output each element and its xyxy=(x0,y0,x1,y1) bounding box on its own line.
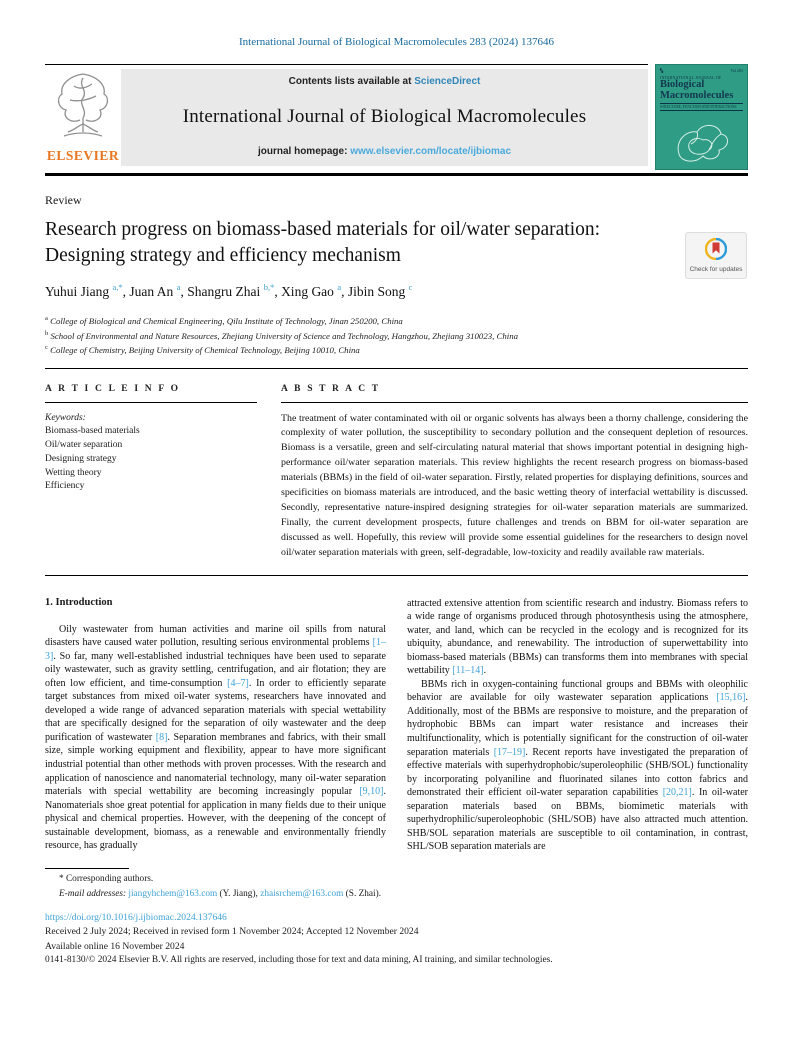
article-info-abstract-block xyxy=(45,384,748,561)
cover-title-line2: Macromolecules xyxy=(660,89,734,101)
journal-cover-thumbnail[interactable] xyxy=(655,64,748,170)
cover-subtitle: STRUCTURE, FUNCTION AND INTERACTIONS xyxy=(660,103,743,111)
author-affiliation-sup: b,* xyxy=(263,282,275,292)
keywords-block xyxy=(45,412,257,495)
header-thick-rule xyxy=(45,173,748,176)
journal-homepage-line: journal homepage: www.elsevier.com/locate/ijbiomac xyxy=(257,146,512,157)
citation-link[interactable]: [15,16] xyxy=(716,692,746,704)
citation-link[interactable]: [1–3] xyxy=(45,637,386,662)
author-affiliation-sup: c xyxy=(408,282,413,292)
sciencedirect-link[interactable]: ScienceDirect xyxy=(414,76,481,87)
email-link-zhai[interactable]: zhaisrchem@163.com xyxy=(260,888,344,899)
header-thin-rule xyxy=(45,64,648,65)
keywords-label: Keywords: xyxy=(45,412,86,423)
banner-left xyxy=(45,64,648,166)
affiliation: $^c$ College of Chemistry, Beijing University of Chemical Technology, Beijing 10010, China xyxy=(45,344,360,355)
citation-link[interactable]: [17–19] xyxy=(493,746,526,758)
citation-link[interactable]: [9,10] xyxy=(359,786,384,798)
journal-name: International Journal of Biological Macromolecules xyxy=(182,105,587,127)
keyword: Designing strategy xyxy=(45,453,117,464)
citation-link[interactable]: [8] xyxy=(155,731,168,743)
abstract-header: A B S T R A C T xyxy=(281,383,381,394)
corresponding-authors-note: * Corresponding authors. xyxy=(59,873,154,884)
author-list xyxy=(45,282,748,300)
email-addresses-line: E-mail addresses: jiangyhchem@163.com (Y. Jiang), zhaisrchem@163.com (S. Zhai). xyxy=(59,888,382,899)
author: Juan An $^a$, xyxy=(129,282,188,299)
banner-gray-box xyxy=(121,69,648,166)
article-footer xyxy=(45,911,748,967)
footnote-rule xyxy=(45,868,129,869)
available-online-line: Available online 16 November 2024 xyxy=(45,940,185,952)
check-for-updates-label: Check for updates xyxy=(689,266,743,273)
citation-link[interactable]: [4–7] xyxy=(227,677,249,689)
article-title: Research progress on biomass-based materials for oil/water separation: Designing strategy and efficiency mechanism xyxy=(45,219,601,266)
elsevier-tree-icon xyxy=(52,70,114,147)
copyright-line: 0141-8130/© 2024 Elsevier B.V. All rights are reserved, including those for text and data mining, AI training, and similar technologies. xyxy=(45,954,553,965)
cover-mini-logo-icon: ▚ xyxy=(660,68,664,73)
affiliation-divider-rule xyxy=(45,368,748,369)
keywords-list xyxy=(45,425,257,494)
article-info-header: A R T I C L E I N F O xyxy=(45,383,181,394)
abstract-bottom-rule xyxy=(45,575,748,576)
keyword: Oil/water separation xyxy=(45,440,123,451)
intro-paragraph-2: BBMs rich in oxygen-containing functional groups and BBMs with oleophilic behavior are available for oily wastewater separation applications [15,16]. Additionally, most of the BBMs are responsive to moisture, and the preparation of hydrophobic BBMs can impart water resistance and increases their multifunctionality, which is potentially significant for the construction of oil-water separation materials [17–19]. Recent reports have investigated the preparation of effective materials with superhydrophobic/superoleophilic (SHB/SOL) functionality by incorporating polyaniline and fluorinated silanes into cotton fabrics and demonstrated their efficient oil-water separation capabilities [20,21]. In oil-water separation materials based on BBMs, biomimetic materials with superhydrophilic/superoleophobic (SHL/SOB) have also attracted much attention. SHB/SOL separation materials are susceptible to oil contamination, in contrast, SHL/SOB separation materials are xyxy=(407,678,749,853)
intro-paragraph-continued: attracted extensive attention from scientific research and industry. Biomass refers to a wide range of organisms produced through photosynthesis using the atmosphere, water, and land, which can be recycled in the ecology and is recognized for its ubiquity, abundance, and renewability. The introduction of superwettability into biomass-based materials (BBMs) can transforms them into membranes with special wettability [11–14]. xyxy=(407,597,748,677)
keyword: Wetting theory xyxy=(45,467,102,478)
author: Jibin Song $^c$ xyxy=(347,282,413,299)
article-info-column xyxy=(45,384,257,561)
article-body xyxy=(45,597,748,854)
check-for-updates-badge[interactable] xyxy=(685,232,747,279)
cover-journal-small: INTERNATIONAL JOURNAL OF xyxy=(660,76,722,80)
abstract-column xyxy=(281,384,748,561)
elsevier-logo-text: ELSEVIER xyxy=(46,148,120,163)
footnote-block xyxy=(45,868,748,899)
article-type-label: Review xyxy=(45,193,82,207)
affiliation-list xyxy=(45,313,748,357)
intro-paragraph: Oily wastewater from human activities and marine oil spills from natural disasters have caused water pollution, resulting serious environmental problems [1–3]. So far, many well-established industrial techniques have been used to separate oily wastewater, such as gravity settling, centrifugation, and air flotation; they are often low efficient, and time-consumption [4–7]. In order to efficiently separate target substances from mixed oil-water systems, researchers have innovated and developed a wide range of advanced separation materials with special wettability that are specifically designed for the separation of oily wastewater and the deep purification of wastewater [8]. Separation membranes and fabrics, with their small size, simple working equipment and flexibility, appear to have more significant industrial potential than other methods with proven processes. With the research and application of nanoscience and nanomaterial technology, many oil-water separation materials with special wettability are becoming increasingly popular [9,10]. Nanomaterials shoe great potential for application in many fields due to their unique physical and chemical properties. However, with the deepening of the concept of sustainable development, biomass, as a renewable and environmentally friendly resource, has gradually xyxy=(45,623,386,852)
email-link-jiang[interactable]: jiangyhchem@163.com xyxy=(128,888,218,899)
affiliation: $^a$ College of Biological and Chemical Engineering, Qilu Institute of Technology, Jinan 250200, China xyxy=(45,315,403,326)
citation-link[interactable]: [20,21] xyxy=(662,787,692,799)
journal-citation-header: International Journal of Biological Macromolecules 283 (2024) 137646 xyxy=(239,36,554,48)
received-dates-line: Received 2 July 2024; Received in revised form 1 November 2024; Accepted 12 November 2024 xyxy=(45,925,419,937)
contents-lists-line: Contents lists available at ScienceDirect xyxy=(288,76,481,87)
keyword: Biomass-based materials xyxy=(45,426,140,437)
author: Shangru Zhai $^{b,*}$, xyxy=(187,282,282,299)
author: Yuhui Jiang $^{a,*}$, xyxy=(45,282,130,299)
affiliation: $^b$ School of Environmental and Nature Resources, Zhejiang University of Science and Technology, Hangzhou, Zhejiang 310023, China xyxy=(45,329,519,341)
cover-title-line1: Biological xyxy=(660,79,705,90)
cover-molecule-illustration xyxy=(667,111,737,171)
abstract-text: The treatment of water contaminated with oil or organic solvents has always been a thorny challenge, considering the complexity of water pollution, the susceptibility to secondary pollution and the consequent depletion of resources. Biomass is a versatile, green and self-circulating natural material that shows important potential in designing high-performance oil/water separation materials. This review highlights the recent research progress on biomass-based materials (BBMs) in the field of oil-water separation. Firstly, related properties for displaying definitions, sources and specificities on biomass materials are introduced, and the basic wetting theory of interfacial wettability is discussed. Secondly, representative nature-inspired designing strategies for oil-water separation materials are summarized. Finally, the current development prospects, future challenges and trends on BBM for oil-water separation are discussed as well. Hopefully, this review will provide some essential guidelines for the researchers to design novel oil/water separation materials with green, self-degradable, low-toxicity and readily available raw materials. xyxy=(281,412,748,558)
elsevier-logo[interactable] xyxy=(45,69,121,166)
journal-homepage-link[interactable]: www.elsevier.com/locate/ijbiomac xyxy=(350,146,512,157)
author-affiliation-sup: a,* xyxy=(112,282,123,292)
cover-volume: Vol 283 xyxy=(730,68,743,73)
keyword: Efficiency xyxy=(45,481,85,492)
journal-header-banner xyxy=(45,64,748,170)
author-affiliation-sup: a xyxy=(337,282,342,292)
author: Xing Gao $^a$, xyxy=(281,282,348,299)
body-column-right xyxy=(407,597,748,854)
citation-link[interactable]: [11–14] xyxy=(452,665,484,677)
section-heading-introduction: 1. Introduction xyxy=(45,596,113,608)
author-affiliation-sup: a xyxy=(176,282,181,292)
check-for-updates-icon xyxy=(705,238,727,265)
body-column-left xyxy=(45,597,386,854)
doi-link[interactable]: https://doi.org/10.1016/j.ijbiomac.2024.137646 xyxy=(45,911,227,923)
